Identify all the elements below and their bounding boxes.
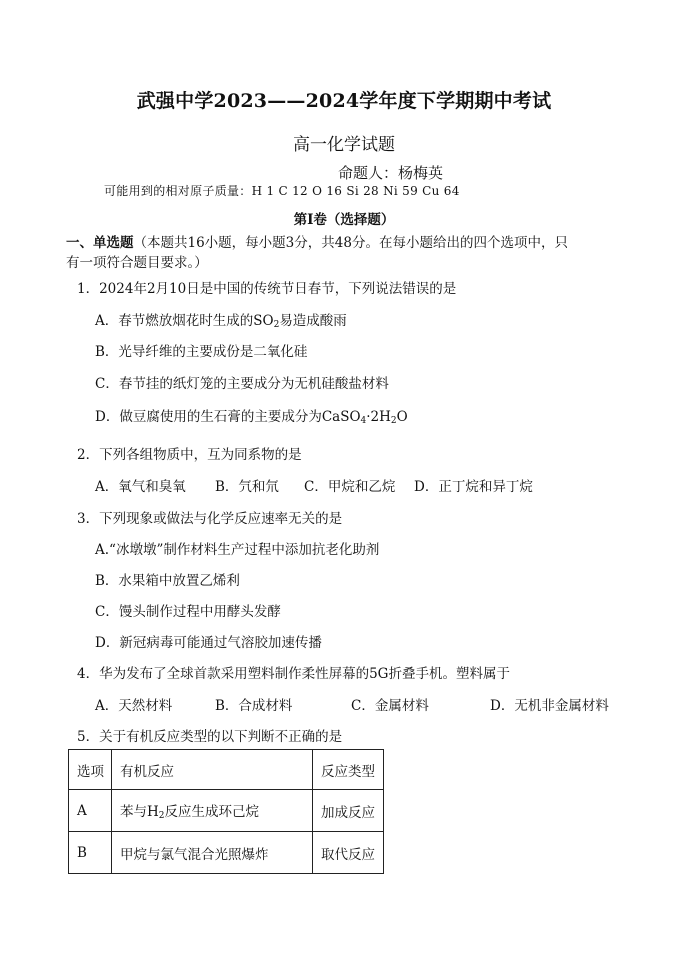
section-instructions — [66, 231, 568, 251]
reaction-type-table — [68, 749, 384, 874]
table-header-type: 反应类型 — [313, 750, 384, 790]
table-header-reaction: 有机反应 — [112, 750, 313, 790]
table-cell-reaction — [112, 790, 313, 832]
question-1-option-a — [95, 309, 347, 330]
question-1-option-b: B．光导纤维的主要成份是二氧化硅 — [95, 344, 308, 360]
instructions-text: （本题共16小题，每小题3分，共48分。在每小题给出的四个选项中，只 — [133, 235, 568, 251]
exam-title: 武强中学2023——2024学年度下学期期中考试 — [136, 90, 552, 112]
question-2-option-d: D．正丁烷和异丁烷 — [414, 479, 533, 495]
table-cell-reaction: 甲烷与氯气混合光照爆炸 — [112, 832, 313, 874]
reaction-a-text: 苯与H — [120, 804, 159, 820]
question-5-stem: 5．关于有机反应类型的以下判断不正确的是 — [77, 729, 343, 745]
question-4-option-c: C．金属材料 — [351, 698, 429, 714]
question-2-option-c: C．甲烷和乙烷 — [304, 479, 396, 495]
reaction-a-sub: 2 — [158, 811, 165, 821]
question-3-option-a: A.“冰墩墩”制作材料生产过程中添加抗老化助剂 — [95, 542, 380, 558]
exam-subtitle: 高一化学试题 — [293, 135, 395, 155]
table-row — [69, 832, 384, 874]
q1-a-text: A．春节燃放烟花时生成的SO — [95, 313, 274, 329]
section-title: 第I卷（选择题） — [293, 212, 395, 228]
table-header-option: 选项 — [69, 750, 112, 790]
q1-a-text-end: 易造成酸雨 — [279, 313, 347, 329]
q1-d-end: O — [396, 409, 408, 425]
question-4-stem: 4．华为发布了全球首款采用塑料制作柔性屏幕的5G折叠手机。塑料属于 — [77, 666, 510, 682]
table-header-row — [69, 750, 384, 790]
question-4-option-b: B．合成材料 — [215, 698, 293, 714]
question-1-option-c: C．春节挂的纸灯笼的主要成分为无机硅酸盐材料 — [95, 376, 389, 392]
table-cell-type: 取代反应 — [313, 832, 384, 874]
question-2-stem: 2．下列各组物质中，互为同系物的是 — [77, 447, 302, 463]
table-cell-option: B — [69, 832, 112, 874]
instructions-label: 一、单选题 — [66, 235, 134, 251]
table-row — [69, 790, 384, 832]
question-2-option-a: A．氧气和臭氧 — [95, 479, 186, 495]
q1-a-sub: 2 — [273, 320, 280, 330]
section-instructions-line2: 有一项符合题目要求。） — [66, 255, 208, 271]
question-4-option-a: A．天然材料 — [95, 698, 173, 714]
exam-author: 命题人：杨梅英 — [338, 164, 444, 182]
table-cell-type: 加成反应 — [313, 790, 384, 832]
atomic-masses: 可能用到的相对原子质量：H 1 C 12 O 16 Si 28 Ni 59 Cu 64 — [104, 184, 460, 198]
question-3-stem: 3．下列现象或做法与化学反应速率无关的是 — [77, 511, 343, 527]
q1-d-text: D．做豆腐使用的生石膏的主要成分为CaSO — [95, 409, 361, 425]
question-3-option-b: B．水果箱中放置乙烯利 — [95, 573, 240, 589]
q1-d-sub1: 4 — [360, 416, 367, 426]
question-3-option-d: D．新冠病毒可能通过气溶胶加速传播 — [95, 635, 322, 651]
reaction-a-text-end: 反应生成环己烷 — [164, 804, 260, 820]
question-4-option-d: D．无机非金属材料 — [490, 698, 609, 714]
q1-d-sub2: 2 — [390, 416, 397, 426]
question-2-option-b: B．氕和氘 — [215, 479, 279, 495]
table-cell-option: A — [69, 790, 112, 832]
question-1-stem: 1．2024年2月10日是中国的传统节日春节，下列说法错误的是 — [77, 281, 457, 297]
q1-d-mid: ·2H — [366, 409, 391, 425]
question-3-option-c: C．馒头制作过程中用酵头发酵 — [95, 604, 281, 620]
question-1-option-d — [95, 405, 408, 426]
